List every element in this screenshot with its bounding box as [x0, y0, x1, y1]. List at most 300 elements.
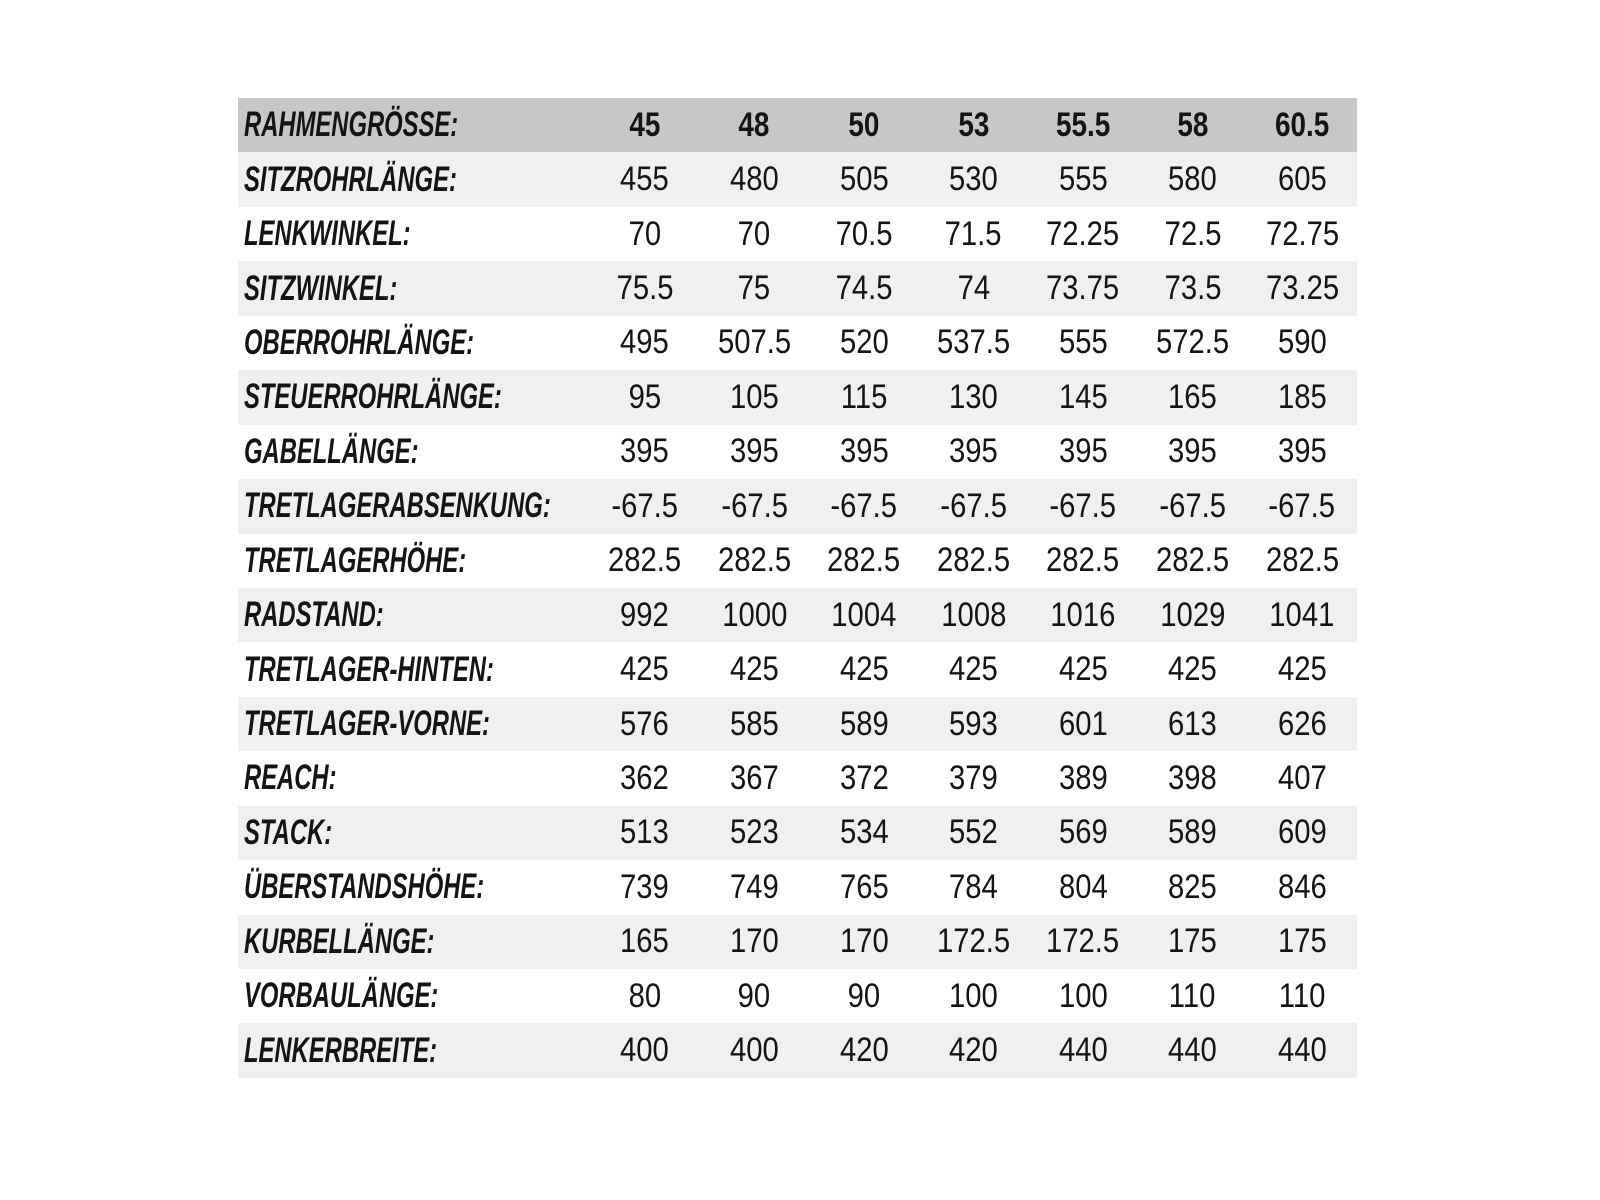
spec-value: 505 — [839, 160, 889, 199]
spec-value: 115 — [840, 377, 888, 416]
spec-value-cell — [1247, 697, 1357, 751]
spec-value: 420 — [949, 1031, 998, 1070]
spec-value-cell — [1028, 915, 1138, 969]
spec-value: 440 — [1058, 1031, 1108, 1070]
spec-value-cell — [1138, 425, 1248, 479]
spec-value: 395 — [729, 432, 779, 471]
spec-value-cell — [1138, 534, 1248, 588]
spec-value-cell — [1028, 697, 1138, 751]
header-size-value: 50 — [848, 105, 880, 144]
spec-value-cell — [700, 969, 810, 1023]
spec-value: 530 — [949, 160, 998, 199]
spec-value: 72.25 — [1046, 214, 1120, 253]
spec-label-cell — [238, 261, 590, 315]
spec-value-cell — [919, 969, 1029, 1023]
spec-value: 110 — [1278, 976, 1326, 1015]
spec-label: TRETLAGERHÖHE: — [244, 540, 467, 580]
spec-value-cell — [1028, 534, 1138, 588]
spec-value: 572.5 — [1156, 323, 1230, 362]
spec-value: 605 — [1277, 160, 1327, 199]
spec-value: -67.5 — [940, 486, 1007, 525]
spec-value: 395 — [949, 432, 998, 471]
spec-value: 110 — [1169, 976, 1216, 1015]
spec-value-cell — [919, 207, 1029, 261]
spec-value-cell — [590, 1023, 700, 1077]
spec-value: 480 — [729, 160, 779, 199]
spec-value: 440 — [1277, 1031, 1327, 1070]
spec-value-cell — [1247, 969, 1357, 1023]
spec-value: 613 — [1168, 704, 1217, 743]
spec-value-cell — [809, 588, 919, 642]
spec-value-cell — [1247, 370, 1357, 424]
spec-value: 590 — [1277, 323, 1327, 362]
header-size-cell — [700, 98, 810, 152]
spec-value-cell — [919, 806, 1029, 860]
spec-value: 739 — [620, 867, 670, 906]
spec-value-cell — [1028, 860, 1138, 914]
spec-value-cell — [1247, 261, 1357, 315]
spec-label-cell — [238, 751, 590, 805]
spec-value: 552 — [949, 813, 998, 852]
header-size-value: 55.5 — [1055, 105, 1111, 144]
spec-value: 75.5 — [616, 269, 674, 308]
spec-row — [238, 152, 1357, 206]
spec-value: 395 — [1168, 432, 1217, 471]
spec-label-cell — [238, 534, 590, 588]
spec-label: TRETLAGER-HINTEN: — [244, 649, 494, 689]
spec-value: 90 — [847, 976, 881, 1015]
spec-value-cell — [809, 915, 919, 969]
header-size-cell — [809, 98, 919, 152]
spec-row — [238, 969, 1357, 1023]
spec-value-cell — [590, 370, 700, 424]
spec-value-cell — [1138, 152, 1248, 206]
spec-value: -67.5 — [611, 486, 679, 525]
spec-value: 1000 — [721, 595, 787, 634]
spec-row — [238, 751, 1357, 805]
spec-value: 395 — [1058, 432, 1108, 471]
spec-row — [238, 806, 1357, 860]
spec-row — [238, 261, 1357, 315]
spec-label: LENKWINKEL: — [244, 214, 411, 254]
spec-value-cell — [809, 534, 919, 588]
spec-value-cell — [919, 370, 1029, 424]
spec-value: 425 — [1277, 650, 1327, 689]
spec-value: 407 — [1277, 758, 1327, 797]
spec-value: 170 — [729, 922, 779, 961]
spec-label-cell — [238, 642, 590, 696]
spec-label-cell — [238, 860, 590, 914]
spec-row — [238, 534, 1357, 588]
spec-value: 73.75 — [1046, 269, 1120, 308]
spec-value: -67.5 — [830, 486, 898, 525]
spec-value-cell — [1028, 1023, 1138, 1077]
spec-label-cell — [238, 806, 590, 860]
spec-value: 100 — [1058, 976, 1108, 1015]
spec-value: 585 — [729, 704, 779, 743]
spec-value-cell — [919, 479, 1029, 533]
spec-value-cell — [1138, 969, 1248, 1023]
spec-value-cell — [919, 860, 1029, 914]
spec-label-cell — [238, 152, 590, 206]
spec-row — [238, 915, 1357, 969]
spec-value-cell — [1138, 1023, 1248, 1077]
spec-value-cell — [809, 479, 919, 533]
spec-value: 589 — [1168, 813, 1217, 852]
spec-label: ÜBERSTANDSHÖHE: — [244, 867, 485, 907]
spec-value-cell — [700, 207, 810, 261]
spec-value-cell — [1247, 207, 1357, 261]
spec-value-cell — [1028, 969, 1138, 1023]
header-label-cell — [238, 98, 590, 152]
spec-value: 282.5 — [717, 541, 791, 580]
spec-value-cell — [809, 751, 919, 805]
spec-value-cell — [700, 1023, 810, 1077]
spec-value-cell — [919, 915, 1029, 969]
spec-value: 1004 — [831, 595, 897, 634]
spec-row — [238, 316, 1357, 370]
spec-value-cell — [1247, 152, 1357, 206]
spec-value: 520 — [839, 323, 889, 362]
spec-value: 73.25 — [1265, 269, 1339, 308]
spec-value: 1029 — [1160, 595, 1226, 634]
spec-value-cell — [809, 1023, 919, 1077]
spec-value: 400 — [729, 1031, 779, 1070]
spec-value-cell — [590, 207, 700, 261]
spec-row — [238, 860, 1357, 914]
spec-value: 765 — [839, 867, 889, 906]
spec-label-cell — [238, 1023, 590, 1077]
spec-value-cell — [590, 316, 700, 370]
spec-value: 175 — [1168, 922, 1217, 961]
spec-value-cell — [1028, 261, 1138, 315]
spec-label-cell — [238, 915, 590, 969]
spec-value-cell — [809, 425, 919, 479]
table-header-row — [238, 98, 1357, 152]
spec-value: 145 — [1058, 377, 1108, 416]
spec-value: 420 — [839, 1031, 889, 1070]
spec-value: 804 — [1058, 867, 1108, 906]
table-head — [238, 98, 1357, 152]
spec-label: VORBAULÄNGE: — [244, 976, 439, 1016]
spec-value: 609 — [1277, 813, 1327, 852]
spec-value-cell — [1028, 588, 1138, 642]
spec-value: 170 — [839, 922, 889, 961]
spec-value: 185 — [1277, 377, 1327, 416]
spec-value: 389 — [1058, 758, 1108, 797]
spec-value-cell — [809, 806, 919, 860]
spec-value: 90 — [738, 976, 771, 1015]
spec-value: 282.5 — [936, 541, 1011, 580]
spec-value: 569 — [1058, 813, 1108, 852]
spec-value: 992 — [620, 595, 670, 634]
spec-value-cell — [700, 806, 810, 860]
spec-label-cell — [238, 697, 590, 751]
spec-value: 580 — [1168, 160, 1217, 199]
spec-value: 165 — [620, 922, 670, 961]
spec-value-cell — [1247, 479, 1357, 533]
spec-row — [238, 1023, 1357, 1077]
spec-value-cell — [1247, 806, 1357, 860]
spec-value-cell — [700, 479, 810, 533]
frame-geometry-table — [238, 98, 1357, 1078]
spec-row — [238, 479, 1357, 533]
spec-value-cell — [1138, 915, 1248, 969]
spec-value: 1016 — [1050, 595, 1116, 634]
spec-value-cell — [590, 697, 700, 751]
header-size-cell — [1028, 98, 1138, 152]
header-size-value: 58 — [1177, 105, 1209, 144]
spec-value-cell — [809, 261, 919, 315]
spec-value: 825 — [1168, 867, 1217, 906]
spec-value: 513 — [620, 813, 670, 852]
spec-value-cell — [809, 152, 919, 206]
spec-value: 395 — [620, 432, 670, 471]
spec-value: 1008 — [940, 595, 1006, 634]
spec-value: 73.5 — [1164, 269, 1222, 308]
spec-value-cell — [700, 697, 810, 751]
spec-value: 395 — [1277, 432, 1327, 471]
spec-value-cell — [1028, 316, 1138, 370]
spec-value-cell — [700, 915, 810, 969]
spec-value-cell — [700, 261, 810, 315]
spec-value-cell — [700, 751, 810, 805]
spec-value: 398 — [1168, 758, 1217, 797]
spec-value-cell — [1247, 860, 1357, 914]
spec-value: 70.5 — [835, 214, 893, 253]
spec-label-cell — [238, 316, 590, 370]
spec-value-cell — [700, 425, 810, 479]
spec-value: -67.5 — [1049, 486, 1117, 525]
spec-value-cell — [809, 370, 919, 424]
spec-value: -67.5 — [1159, 486, 1226, 525]
spec-value: 74 — [957, 269, 990, 308]
spec-value-cell — [1028, 370, 1138, 424]
spec-value: 555 — [1058, 323, 1108, 362]
spec-value-cell — [1138, 370, 1248, 424]
spec-value: 601 — [1058, 704, 1108, 743]
spec-value: 282.5 — [1265, 541, 1339, 580]
spec-value-cell — [1138, 316, 1248, 370]
spec-row — [238, 588, 1357, 642]
spec-value-cell — [590, 969, 700, 1023]
spec-value-cell — [1028, 751, 1138, 805]
spec-row — [238, 642, 1357, 696]
spec-row — [238, 370, 1357, 424]
spec-value-cell — [1247, 425, 1357, 479]
spec-value-cell — [700, 588, 810, 642]
spec-value: 100 — [949, 976, 998, 1015]
spec-value-cell — [590, 534, 700, 588]
spec-label-cell — [238, 969, 590, 1023]
spec-label-cell — [238, 207, 590, 261]
spec-value: 165 — [1168, 377, 1217, 416]
spec-value: 395 — [839, 432, 889, 471]
spec-value-cell — [919, 697, 1029, 751]
spec-value: 70 — [628, 214, 662, 253]
spec-value: 495 — [620, 323, 670, 362]
spec-label: OBERROHRLÄNGE: — [244, 322, 475, 362]
spec-label-cell — [238, 370, 590, 424]
frame-size-header-label: RAHMENGRÖSSE: — [244, 105, 459, 145]
spec-label: REACH: — [244, 758, 337, 798]
spec-value-cell — [809, 860, 919, 914]
spec-label: KURBELLÄNGE: — [244, 921, 435, 961]
spec-value-cell — [919, 534, 1029, 588]
header-size-cell — [1247, 98, 1357, 152]
spec-value: 80 — [628, 976, 662, 1015]
spec-value: 130 — [949, 377, 998, 416]
spec-value: 74.5 — [835, 269, 893, 308]
spec-label-cell — [238, 425, 590, 479]
spec-value: 95 — [628, 377, 662, 416]
spec-value: 555 — [1058, 160, 1108, 199]
spec-value-cell — [919, 751, 1029, 805]
spec-value-cell — [809, 697, 919, 751]
spec-row — [238, 207, 1357, 261]
spec-value: 576 — [620, 704, 670, 743]
spec-row — [238, 697, 1357, 751]
spec-value-cell — [809, 316, 919, 370]
spec-value: 72.75 — [1265, 214, 1339, 253]
spec-value-cell — [1247, 915, 1357, 969]
header-size-value: 53 — [957, 105, 989, 144]
spec-value-cell — [1138, 806, 1248, 860]
spec-value: 1041 — [1269, 595, 1335, 634]
spec-value-cell — [590, 479, 700, 533]
spec-value: 425 — [729, 650, 779, 689]
spec-value-cell — [1247, 751, 1357, 805]
spec-value-cell — [590, 588, 700, 642]
spec-value-cell — [700, 370, 810, 424]
spec-value-cell — [590, 642, 700, 696]
spec-value-cell — [1247, 316, 1357, 370]
header-size-value: 45 — [629, 105, 661, 144]
spec-label: TRETLAGER-VORNE: — [244, 704, 490, 744]
header-size-value: 48 — [738, 105, 770, 144]
spec-value: 425 — [949, 650, 998, 689]
spec-value-cell — [1028, 806, 1138, 860]
spec-value: 175 — [1277, 922, 1327, 961]
header-size-cell — [590, 98, 700, 152]
spec-value: 537.5 — [936, 323, 1011, 362]
spec-value-cell — [1028, 152, 1138, 206]
spec-value-cell — [700, 642, 810, 696]
spec-value-cell — [1028, 425, 1138, 479]
spec-value: 362 — [620, 758, 670, 797]
spec-value: 372 — [839, 758, 889, 797]
spec-value: 282.5 — [1156, 541, 1230, 580]
spec-value-cell — [809, 207, 919, 261]
spec-label: SITZROHRLÄNGE: — [244, 159, 457, 199]
spec-value-cell — [590, 152, 700, 206]
spec-value: 626 — [1277, 704, 1327, 743]
spec-value-cell — [809, 642, 919, 696]
spec-value-cell — [700, 316, 810, 370]
spec-label: RADSTAND: — [244, 595, 384, 635]
spec-value-cell — [919, 261, 1029, 315]
spec-value-cell — [919, 1023, 1029, 1077]
spec-value: 172.5 — [1046, 922, 1120, 961]
spec-value-cell — [919, 425, 1029, 479]
spec-label: SITZWINKEL: — [244, 268, 398, 308]
spec-value-cell — [1138, 697, 1248, 751]
spec-label: LENKERBREITE: — [244, 1030, 438, 1070]
spec-label-cell — [238, 479, 590, 533]
spec-value-cell — [919, 642, 1029, 696]
spec-value-cell — [1138, 207, 1248, 261]
spec-value-cell — [1138, 642, 1248, 696]
spec-value: 425 — [839, 650, 889, 689]
spec-value-cell — [1247, 588, 1357, 642]
spec-value: 72.5 — [1164, 214, 1222, 253]
spec-value: 400 — [620, 1031, 670, 1070]
spec-value: 70 — [738, 214, 771, 253]
spec-label: GABELLÄNGE: — [244, 431, 419, 471]
spec-label: STACK: — [244, 812, 333, 852]
spec-value-cell — [590, 860, 700, 914]
spec-row — [238, 425, 1357, 479]
spec-label-cell — [238, 588, 590, 642]
header-size-value: 60.5 — [1275, 105, 1330, 144]
header-size-cell — [919, 98, 1029, 152]
spec-value: 846 — [1277, 867, 1327, 906]
header-size-cell — [1138, 98, 1248, 152]
spec-value: 507.5 — [717, 323, 791, 362]
spec-value-cell — [1247, 1023, 1357, 1077]
spec-value: -67.5 — [721, 486, 788, 525]
spec-value-cell — [1028, 207, 1138, 261]
spec-value-cell — [1028, 642, 1138, 696]
spec-value: 282.5 — [827, 541, 901, 580]
spec-value: -67.5 — [1268, 486, 1336, 525]
spec-value-cell — [809, 969, 919, 1023]
spec-value-cell — [590, 751, 700, 805]
spec-value: 440 — [1168, 1031, 1217, 1070]
spec-value: 455 — [620, 160, 670, 199]
spec-value-cell — [1138, 588, 1248, 642]
spec-value-cell — [590, 915, 700, 969]
spec-value-cell — [1138, 261, 1248, 315]
spec-value: 425 — [620, 650, 670, 689]
spec-value: 172.5 — [936, 922, 1011, 961]
spec-value-cell — [919, 316, 1029, 370]
spec-label: STEUERROHRLÄNGE: — [244, 377, 502, 417]
spec-value: 367 — [729, 758, 779, 797]
spec-value: 523 — [729, 813, 779, 852]
spec-value-cell — [1138, 479, 1248, 533]
spec-value-cell — [1138, 751, 1248, 805]
spec-value: 784 — [949, 867, 998, 906]
spec-value: 425 — [1168, 650, 1217, 689]
spec-value-cell — [1028, 479, 1138, 533]
spec-value-cell — [919, 588, 1029, 642]
spec-label: TRETLAGERABSENKUNG: — [244, 486, 551, 526]
table-body — [238, 152, 1357, 1077]
spec-value: 589 — [839, 704, 889, 743]
spec-value: 379 — [949, 758, 998, 797]
spec-value: 534 — [839, 813, 889, 852]
spec-value-cell — [590, 425, 700, 479]
spec-value-cell — [590, 806, 700, 860]
spec-value-cell — [1138, 860, 1248, 914]
spec-value-cell — [700, 152, 810, 206]
spec-value: 282.5 — [608, 541, 682, 580]
spec-value-cell — [1247, 642, 1357, 696]
spec-value: 593 — [949, 704, 998, 743]
spec-value: 75 — [738, 269, 771, 308]
spec-value-cell — [700, 860, 810, 914]
